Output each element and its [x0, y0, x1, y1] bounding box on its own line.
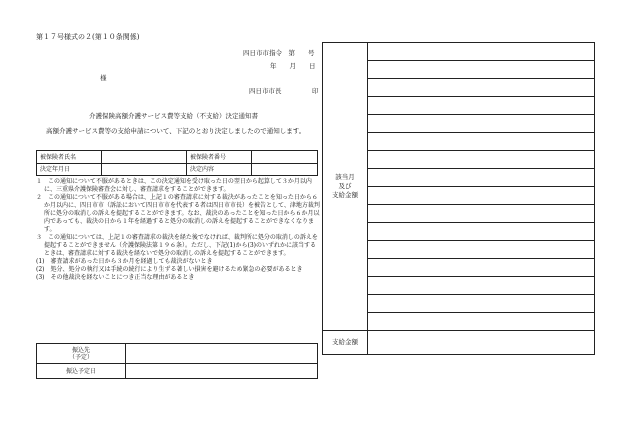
- period-row: [368, 133, 595, 151]
- issuer-name: 四日市市長: [249, 87, 282, 95]
- period-label-line1: 該当月: [335, 173, 355, 181]
- period-row: [368, 61, 595, 79]
- insured-number-label: 被保険者番号: [187, 151, 252, 164]
- transfer-destination-label: [37, 344, 126, 364]
- insured-name-label: 被保険者氏名: [37, 151, 102, 164]
- period-row: [368, 259, 595, 277]
- insured-number-value: [252, 151, 318, 164]
- period-row: [368, 313, 595, 331]
- note-subitem: (2) 処分、処分の執行又は手続の続行により生ずる著しい損害を避けるため緊急の必要があるとき: [36, 266, 303, 273]
- period-label-line2: 及び: [338, 182, 352, 190]
- insured-name-value: [102, 151, 187, 164]
- payment-detail-table: [322, 42, 595, 355]
- addressee-suffix: 様: [100, 74, 107, 82]
- issue-date: 年 月 日: [270, 62, 316, 70]
- period-row: [368, 115, 595, 133]
- transfer-date-label: 振込予定日: [37, 364, 126, 379]
- info-table: [36, 150, 318, 176]
- period-row: [368, 223, 595, 241]
- period-row: [368, 79, 595, 97]
- form-number: 第１７号様式の２(第１０条関係): [36, 33, 140, 41]
- period-row: [368, 241, 595, 259]
- note-item: ２ この通知について不服がある場合は、上記１の審査請求に対する裁決があったことを知った日から６か月以内に、四日市市（訴訟において四日市市を代表する者は四日市市長）を被告として、津地方裁判所に処分の取消しの訴えを提起することができます。なお、裁決のあったことを知った日から６か月以内であっても、裁決の日から１年を経過すると処分の取消しの訴えを提起することができなくなります。: [36, 194, 320, 233]
- decision-date-value: [102, 164, 187, 176]
- decision-content-label: 決定内容: [187, 164, 252, 176]
- period-row: [368, 151, 595, 169]
- payment-amount-label: 支給金額: [323, 331, 368, 355]
- transfer-destination-label-line2: （予定）: [68, 353, 93, 361]
- period-row: [368, 169, 595, 187]
- note-item: １ この通知について不服があるときは、この決定通知を受け取った日の翌日から起算して３か月以内に、三重県介護保険審査会に対し、審査請求をすることができます。: [36, 178, 312, 193]
- period-row: [368, 277, 595, 295]
- note-subitem: (1) 審査請求があった日から３か月を経過しても裁決がないとき: [36, 258, 213, 265]
- note-subitem: (3) その他裁決を経ないことにつき正当な理由があるとき: [36, 274, 195, 281]
- seal-mark: 印: [312, 87, 319, 95]
- transfer-destination-value: [126, 344, 318, 364]
- period-row: [368, 43, 595, 61]
- document-title: 介護保険高額介護サービス費等支給（不支給）決定通知書: [89, 112, 258, 120]
- payment-amount-value: [368, 331, 595, 355]
- note-item: ３ この通知については、上記１の審査請求の裁決を経た後でなければ、裁判所に処分の取消しの訴えを提起することができません（介護保険法第１９６条）。ただし、下記(1)から(3)のいずれかに該当するときは、審査請求に対する裁決を経ないで処分の取消しの訴えを提起することができます。: [36, 234, 318, 257]
- transfer-date-value: [126, 364, 318, 379]
- transfer-destination-label-line1: 振込先: [71, 346, 90, 354]
- transfer-table: [36, 343, 318, 379]
- period-row: [368, 97, 595, 115]
- decision-content-value: [252, 164, 318, 176]
- period-row: [368, 205, 595, 223]
- period-row: [368, 187, 595, 205]
- notes-section: [36, 178, 320, 282]
- intro-text: 高額介護サービス費等の支給申請について、下記のとおり決定しましたので通知します。: [46, 127, 306, 135]
- issuer-number: 四日市市指令 第 号: [243, 49, 315, 57]
- period-and-amount-label: [323, 43, 368, 331]
- period-label-line3: 支給金額: [332, 191, 358, 199]
- decision-date-label: 決定年月日: [37, 164, 102, 176]
- period-row: [368, 295, 595, 313]
